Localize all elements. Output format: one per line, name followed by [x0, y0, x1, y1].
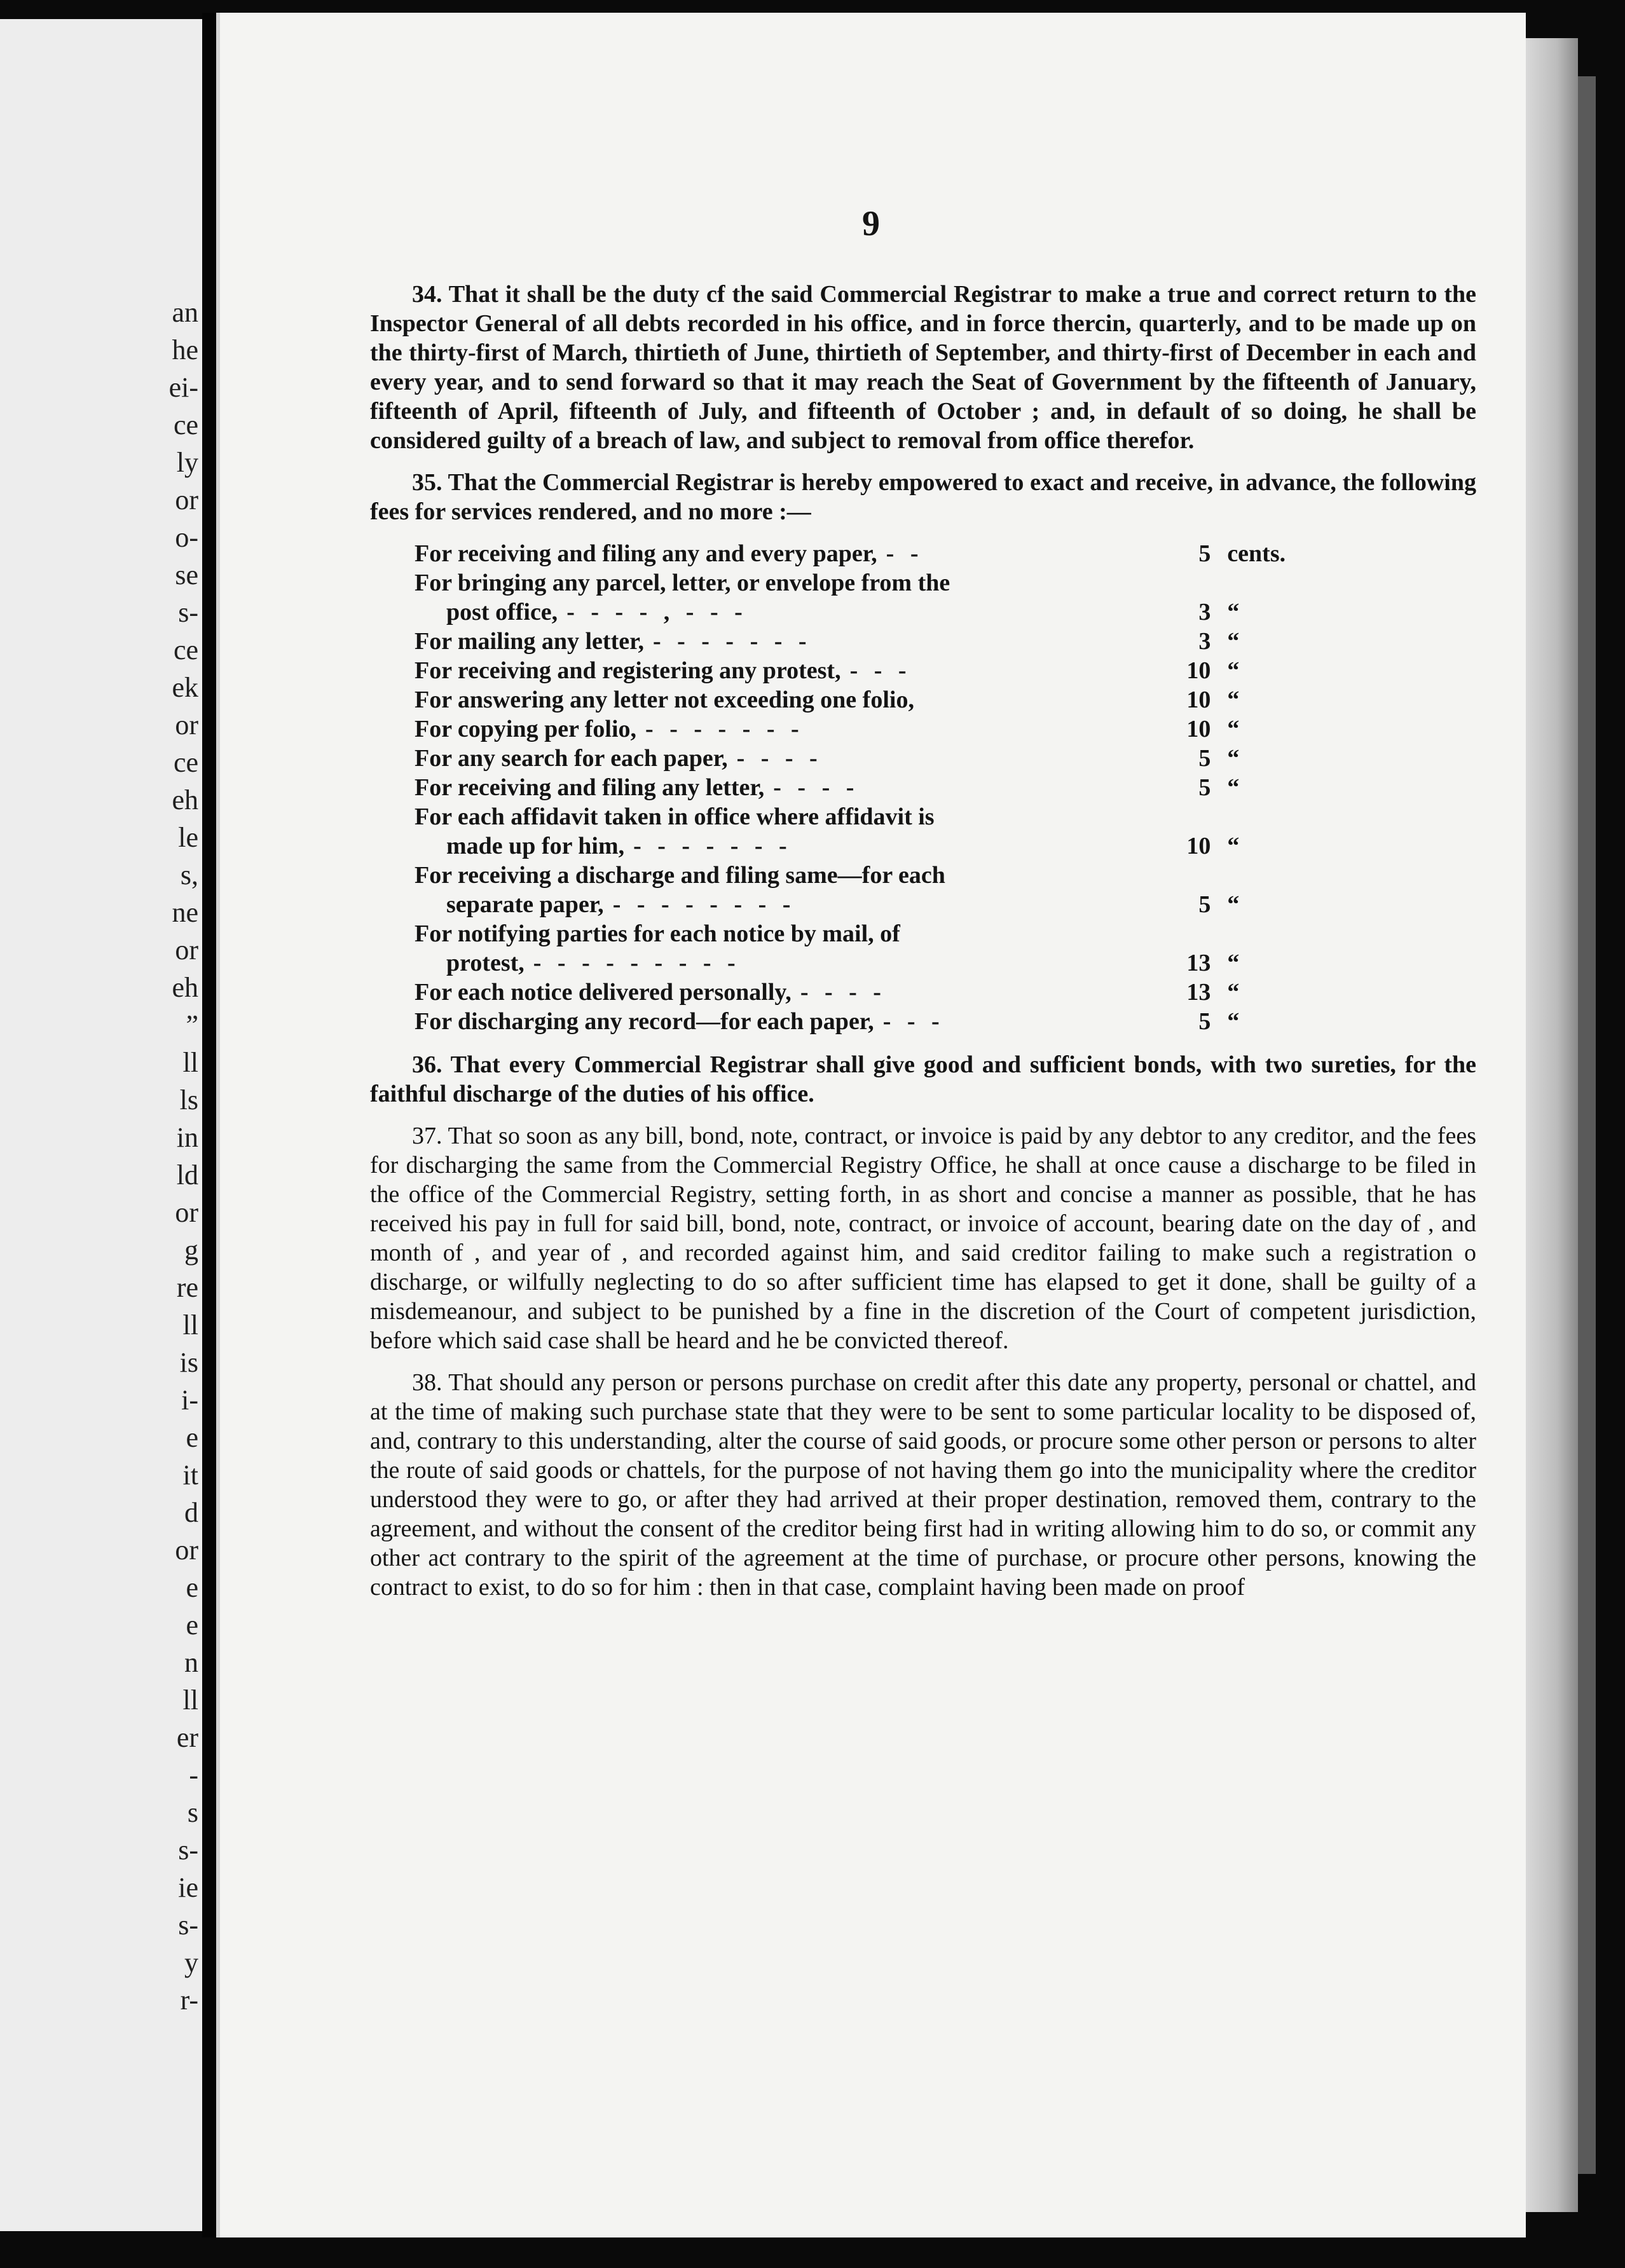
fee-description-text: For discharging any record—for each paper, — [415, 1008, 874, 1035]
left-page-fragment: - — [189, 1759, 198, 1791]
fee-unit: “ — [1227, 1008, 1240, 1035]
left-page-fragment: ne — [172, 897, 198, 928]
left-page-fragment: eh — [172, 784, 198, 816]
fee-leader-dashes: - - - - , - - - — [566, 599, 748, 625]
page-content — [370, 280, 1476, 1615]
fee-row — [415, 539, 1330, 568]
fee-row — [415, 627, 1330, 656]
left-page-fragment: y — [184, 1947, 198, 1978]
left-page-fragment: eh — [172, 972, 198, 1003]
fee-unit: “ — [1227, 628, 1240, 655]
fee-leader-dashes: - - — [886, 540, 924, 567]
fee-leader-dashes: - - - - - - - - - — [533, 950, 741, 976]
page-number: 9 — [862, 204, 880, 243]
fee-amount: 5 — [1198, 891, 1211, 918]
fee-amount: 3 — [1198, 628, 1211, 655]
fee-unit: “ — [1227, 950, 1240, 976]
fee-description-text: For receiving and filing any and every paper, — [415, 540, 877, 567]
fee-description — [415, 1007, 1134, 1036]
fee-schedule-table — [415, 539, 1330, 1036]
left-page-fragment: ce — [173, 634, 198, 666]
left-page-fragment: ll — [182, 1309, 198, 1341]
left-page-fragment: ly — [176, 447, 198, 478]
page-edge-dark — [1578, 76, 1596, 2174]
fee-description — [415, 714, 1134, 744]
fee-leader-dashes: - - - - — [773, 774, 860, 801]
left-page-fragment: or — [175, 934, 198, 966]
left-page-fragment: an — [172, 297, 198, 328]
section-36: 36. That every Commercial Registrar shall give good and sufficient bonds, with two sureties, for the faithful discharge of the duties of his office. — [370, 1051, 1476, 1107]
left-facing-page — [0, 19, 202, 2231]
fee-description-continuation: separate paper, - - - - - - - - — [446, 891, 796, 918]
fee-description-text: For mailing any letter, — [415, 628, 644, 655]
fee-leader-dashes: - - - - — [800, 979, 886, 1006]
fee-description — [415, 802, 1134, 861]
fee-leader-dashes: - - - - — [736, 745, 823, 772]
fee-row — [415, 714, 1330, 744]
fee-unit: cents. — [1227, 540, 1286, 567]
fee-row — [415, 656, 1330, 685]
fee-description — [415, 656, 1134, 685]
fee-description — [415, 861, 1134, 919]
left-page-fragment: ld — [176, 1159, 198, 1191]
left-page-fragment: ie — [178, 1872, 198, 1903]
fee-description-text: For any search for each paper, — [415, 745, 728, 772]
fee-description-text: For notifying parties for each notice by mail, of — [415, 920, 900, 947]
fee-leader-dashes: - - - - - - - - — [612, 891, 796, 918]
fee-description-text: For each notice delivered personally, — [415, 979, 792, 1006]
left-page-fragment: se — [175, 559, 198, 591]
fee-row — [415, 978, 1330, 1007]
left-page-fragment: r- — [180, 1984, 198, 2016]
left-page-fragment: or — [175, 484, 198, 516]
page-edge-shadow — [1526, 38, 1578, 2212]
fee-leader-dashes: - - - - - - - — [645, 716, 804, 742]
fee-amount: 10 — [1186, 687, 1211, 713]
fee-description — [415, 539, 1134, 568]
book-gutter — [202, 13, 216, 2237]
fee-leader-dashes: - - - — [882, 1008, 945, 1035]
fee-unit: “ — [1227, 599, 1240, 625]
fee-row — [415, 919, 1330, 978]
section-34: 34. That it shall be the duty cf the said Commercial Registrar to make a true and correct return to the Inspector General of all debts recorded in his office, and in force thercin, quarterly, and to be made up on the thirty-first of March, thirtieth of June, thirtieth of September, and thirty-first of December in each and every year, and to send forward so that it may reach the Seat of Government by the fifteenth of January, fifteenth of April, fifteenth of July, and fifteenth of October ; and, in default of so doing, he shall be considered guilty of a breach of law, and subject to removal from office therefor. — [370, 281, 1476, 454]
fee-amount: 10 — [1186, 716, 1211, 742]
fee-description — [415, 773, 1134, 802]
fee-unit: “ — [1227, 774, 1240, 801]
left-page-fragment: s, — [180, 859, 198, 891]
left-page-fragment: ce — [173, 747, 198, 778]
fee-amount: 5 — [1198, 540, 1211, 567]
fee-row — [415, 744, 1330, 773]
left-page-fragment: ce — [173, 409, 198, 441]
fee-description-text: For receiving and filing any letter, — [415, 774, 765, 801]
left-page-fragment: or — [175, 1197, 198, 1228]
fee-description-text: For receiving a discharge and filing same—for each — [415, 862, 945, 889]
fee-amount: 5 — [1198, 745, 1211, 772]
fee-description — [415, 685, 1134, 714]
fee-amount: 13 — [1186, 950, 1211, 976]
fee-amount: 5 — [1198, 774, 1211, 801]
fee-unit: “ — [1227, 687, 1240, 713]
fee-description — [415, 627, 1134, 656]
left-page-fragment: re — [176, 1272, 198, 1303]
fee-amount: 10 — [1186, 657, 1211, 684]
fee-unit: “ — [1227, 833, 1240, 859]
fee-description-text: For answering any letter not exceeding one folio, — [415, 687, 914, 713]
left-page-fragment: o- — [175, 522, 198, 553]
fee-row — [415, 861, 1330, 919]
fee-amount: 13 — [1186, 979, 1211, 1006]
left-page-fragment: g — [184, 1234, 198, 1266]
fee-unit: “ — [1227, 657, 1240, 684]
left-page-fragment: ei- — [168, 372, 198, 403]
fee-description — [415, 919, 1134, 978]
section-38: 38. That should any person or persons purchase on credit after this date any property, personal or chattel, and at the time of making such purchase state that they were to be sent to some particular locality to be disposed of, and, contrary to this understanding, alter the course of said goods, or procure some other person or persons to alter the route of said goods or chattels, for the purpose of not having them go into the municipality where the creditor understood they were to go, or after they had arrived at their proper destination, removed them, contrary to the agreement, and without the consent of the creditor being first had in writing allowing him to do so, or commit any other act contrary to the spirit of the agreement at the time of purchase, or procure other persons, knowing the contract to exist, to do so for him : then in that case, complaint having been made on proof — [370, 1369, 1476, 1601]
fee-row — [415, 802, 1330, 861]
fee-amount: 5 — [1198, 1008, 1211, 1035]
left-page-fragment: he — [172, 334, 198, 365]
section-37: 37. That so soon as any bill, bond, note, contract, or invoice is paid by any debtor to any creditor, and the fees for discharging the same from the Commercial Registry Office, he shall at once cause a discharge to be filed in the office of the Commercial Registry, setting forth, in as short and concise a manner as possible, that he has received his pay in full for said bill, bond, note, contract, or invoice of account, bearing date on the day of , and month of , and year of , and recorded against him, and said creditor failing to make such a registration o discharge, or wilfully neglecting to do so after sufficient time has elapsed to get it done, shall be guilty of a misdemeanour, and subject to be punished by a fine in the discretion of the Court of competent jurisdiction, before which said case shall be heard and he be convicted thereof. — [370, 1123, 1476, 1354]
fee-amount: 3 — [1198, 599, 1211, 625]
left-page-fragment: s- — [178, 597, 198, 628]
fee-leader-dashes: - - - - - - - — [633, 833, 792, 859]
left-page-fragment: le — [178, 822, 198, 853]
left-page-fragment: ek — [172, 672, 198, 703]
fee-description-text: For receiving and registering any protest, — [415, 657, 841, 684]
fee-row — [415, 1007, 1330, 1036]
left-page-fragment: e — [186, 1609, 198, 1641]
fee-description-continuation: protest, - - - - - - - - - — [446, 950, 741, 976]
left-page-fragment: e — [186, 1422, 198, 1453]
left-page-fragment: s — [187, 1797, 198, 1828]
fee-row — [415, 568, 1330, 627]
fee-unit: “ — [1227, 891, 1240, 918]
fee-leader-dashes: - - - — [849, 657, 912, 684]
fee-description — [415, 568, 1134, 627]
left-page-fragment: n — [184, 1647, 198, 1678]
fee-description — [415, 978, 1134, 1007]
left-page-fragment: er — [176, 1722, 198, 1753]
left-page-fragment: ll — [182, 1047, 198, 1078]
fee-row — [415, 685, 1330, 714]
fee-description-continuation: post office, - - - - , - - - — [446, 599, 748, 625]
section-35: 35. That the Commercial Registrar is hereby empowered to exact and receive, in advance, the following fees for services rendered, and no more :— — [370, 469, 1476, 525]
fee-description-text: For each affidavit taken in office where affidavit is — [415, 803, 935, 830]
left-page-fragment: ll — [182, 1684, 198, 1716]
left-page-fragment: e — [186, 1572, 198, 1603]
fee-description-continuation: made up for him, - - - - - - - — [446, 833, 792, 859]
left-page-fragment: s- — [178, 1834, 198, 1866]
left-page-fragment: is — [179, 1347, 198, 1378]
document-page — [216, 13, 1526, 2237]
left-page-fragment: or — [175, 1534, 198, 1566]
fee-unit: “ — [1227, 745, 1240, 772]
fee-amount: 10 — [1186, 833, 1211, 859]
fee-row — [415, 773, 1330, 802]
fee-unit: “ — [1227, 979, 1240, 1006]
fee-description-text: For bringing any parcel, letter, or envelope from the — [415, 570, 950, 596]
left-page-fragment: ” — [186, 1009, 198, 1041]
fee-unit: “ — [1227, 716, 1240, 742]
left-page-fragment: it — [182, 1459, 198, 1491]
fee-leader-dashes: - - - - - - - — [652, 628, 812, 655]
fee-description — [415, 744, 1134, 773]
left-page-fragment: or — [175, 709, 198, 741]
left-page-fragment: i- — [181, 1384, 198, 1416]
fee-description-text: For copying per folio, — [415, 716, 637, 742]
left-page-fragment: s- — [178, 1909, 198, 1941]
left-page-fragment: in — [176, 1122, 198, 1153]
left-page-fragment: d — [184, 1497, 198, 1528]
left-page-fragment: ls — [179, 1084, 198, 1116]
